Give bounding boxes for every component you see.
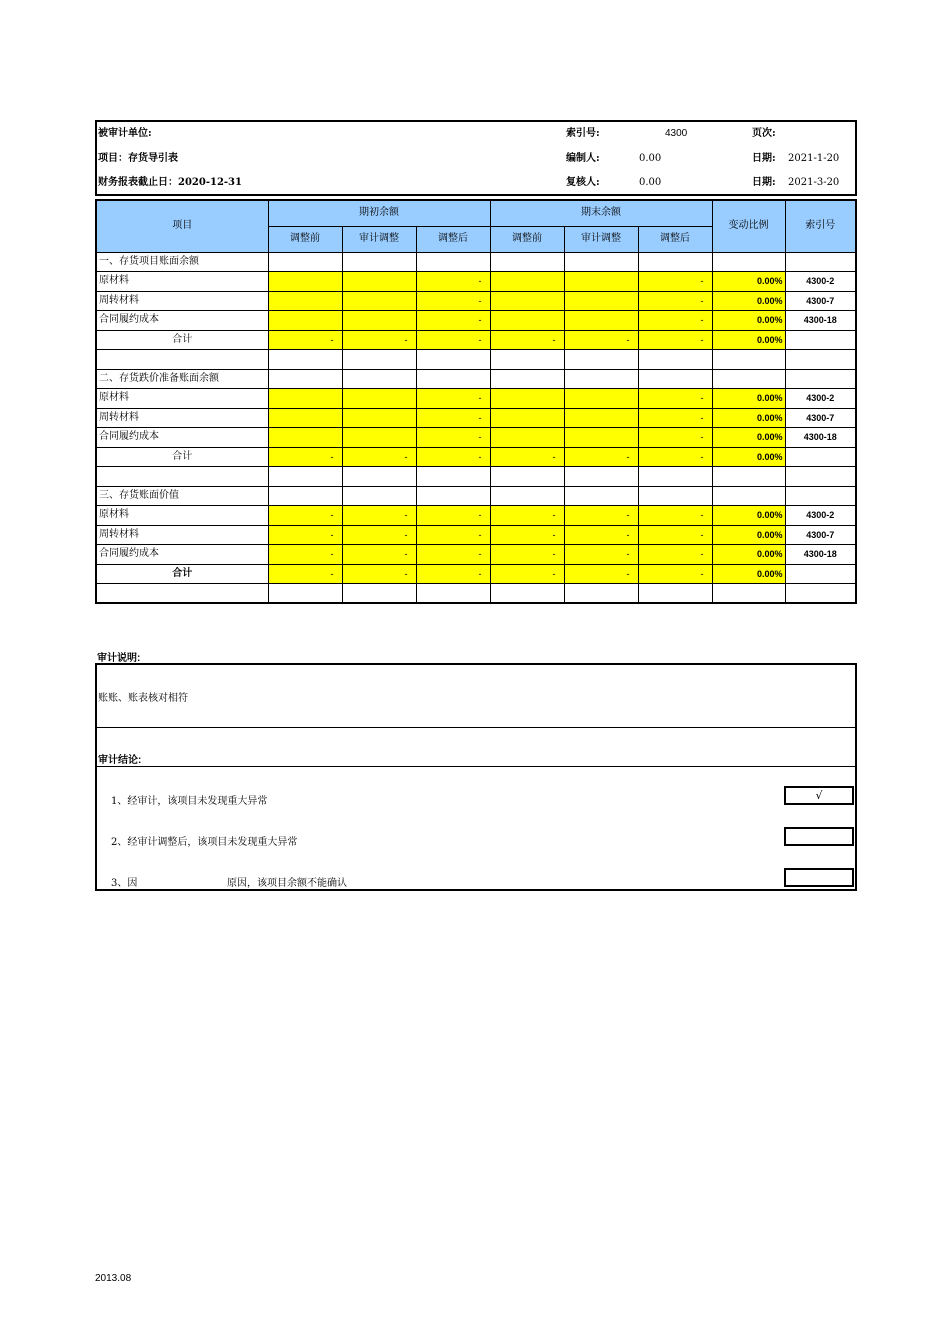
col-header-change-ratio: 变动比例: [712, 200, 785, 252]
total-amount-cell: -: [342, 447, 416, 467]
col-header-item: 项目: [96, 200, 268, 252]
conclusion-option-2: 2、经审计调整后，该项目未发现重大异常: [111, 837, 298, 848]
total-amount-cell: -: [564, 447, 638, 467]
spacer-row: [96, 467, 856, 487]
audit-notes-text: 账账、账表核对相符: [98, 693, 188, 704]
total-row: [96, 564, 856, 584]
empty-cell: [490, 369, 564, 389]
empty-cell: [785, 350, 856, 370]
total-amount-cell: -: [342, 564, 416, 584]
empty-cell: [638, 350, 712, 370]
total-amount-cell: -: [268, 330, 342, 350]
total-change-ratio-cell: 0.00%: [712, 564, 785, 584]
amount-cell[interactable]: -: [564, 545, 638, 565]
audit-conclusion-label: 审计结论:: [98, 755, 142, 766]
table-row: [96, 272, 856, 292]
change-ratio-cell: 0.00%: [712, 272, 785, 292]
amount-cell[interactable]: -: [638, 506, 712, 526]
amount-cell[interactable]: [268, 408, 342, 428]
page-label: 页次:: [752, 128, 776, 139]
amount-cell[interactable]: [564, 311, 638, 331]
empty-cell: [268, 252, 342, 272]
index-ref-cell[interactable]: 4300-7: [785, 525, 856, 545]
amount-cell[interactable]: -: [638, 291, 712, 311]
empty-cell: [96, 467, 268, 487]
empty-cell: [712, 467, 785, 487]
section-title-row: [96, 252, 856, 272]
index-value: 4300: [665, 128, 688, 139]
amount-cell[interactable]: -: [342, 525, 416, 545]
empty-cell: [416, 486, 490, 506]
empty-cell: [490, 584, 564, 604]
section-title: 一、存货项目账面余额: [96, 252, 268, 272]
amount-cell[interactable]: [268, 272, 342, 292]
empty-cell: [342, 369, 416, 389]
amount-cell[interactable]: [342, 408, 416, 428]
index-ref-cell[interactable]: 4300-7: [785, 291, 856, 311]
change-ratio-cell: 0.00%: [712, 545, 785, 565]
empty-cell: [638, 252, 712, 272]
total-label: 合计: [96, 564, 268, 584]
change-ratio-cell: 0.00%: [712, 408, 785, 428]
amount-cell[interactable]: [564, 291, 638, 311]
amount-cell[interactable]: -: [564, 506, 638, 526]
empty-cell: [416, 584, 490, 604]
cutoff-date-label: 财务报表截止日：2020-12-31: [98, 177, 242, 188]
empty-cell: [712, 486, 785, 506]
section-title: 二、存货跌价准备账面余额: [96, 369, 268, 389]
empty-cell: [785, 486, 856, 506]
table-row: [96, 525, 856, 545]
section-title: 三、存货账面价值: [96, 486, 268, 506]
reviewer-value: 0.00: [639, 177, 662, 188]
empty-cell: [785, 447, 856, 467]
table-row: [96, 408, 856, 428]
total-amount-cell: -: [490, 447, 564, 467]
amount-cell[interactable]: [268, 311, 342, 331]
empty-cell: [564, 369, 638, 389]
empty-cell: [490, 486, 564, 506]
amount-cell[interactable]: -: [268, 506, 342, 526]
empty-cell: [416, 369, 490, 389]
empty-cell: [712, 369, 785, 389]
col-header-index: 索引号: [785, 200, 856, 252]
empty-cell: [268, 584, 342, 604]
amount-cell[interactable]: -: [416, 506, 490, 526]
divider: [97, 766, 855, 767]
index-ref-cell[interactable]: 4300-18: [785, 311, 856, 331]
amount-cell[interactable]: -: [490, 525, 564, 545]
total-amount-cell: -: [490, 564, 564, 584]
sub-col-header: 调整后: [638, 226, 712, 252]
amount-cell[interactable]: -: [342, 506, 416, 526]
audited-unit-label: 被审计单位:: [98, 128, 152, 139]
amount-cell[interactable]: -: [638, 545, 712, 565]
sub-col-header: 调整后: [416, 226, 490, 252]
spacer-row: [96, 584, 856, 604]
conclusion-option-3-prefix: 3、因: [111, 878, 138, 889]
change-ratio-cell: 0.00%: [712, 428, 785, 448]
conclusion-option-3-suffix: 原因，该项目余额不能确认: [227, 878, 347, 889]
index-ref-cell[interactable]: 4300-2: [785, 506, 856, 526]
table-row: [96, 506, 856, 526]
sub-col-header: 审计调整: [564, 226, 638, 252]
row-label: 原材料: [96, 272, 268, 292]
empty-cell: [638, 584, 712, 604]
empty-cell: [490, 467, 564, 487]
total-change-ratio-cell: 0.00%: [712, 330, 785, 350]
audit-notes-box: [95, 663, 857, 728]
row-label: 周转材料: [96, 408, 268, 428]
footer-version: 2013.08: [95, 1273, 132, 1284]
empty-cell: [712, 584, 785, 604]
empty-cell: [268, 369, 342, 389]
total-amount-cell: -: [268, 564, 342, 584]
empty-cell: [785, 584, 856, 604]
empty-cell: [712, 350, 785, 370]
empty-cell: [490, 252, 564, 272]
change-ratio-cell: 0.00%: [712, 311, 785, 331]
row-label: 合同履约成本: [96, 545, 268, 565]
amount-cell[interactable]: -: [416, 311, 490, 331]
amount-cell[interactable]: -: [268, 525, 342, 545]
amount-cell[interactable]: -: [638, 272, 712, 292]
total-amount-cell: -: [638, 447, 712, 467]
date2-label: 日期:: [752, 177, 776, 188]
table-row: [96, 428, 856, 448]
change-ratio-cell: 0.00%: [712, 525, 785, 545]
total-amount-cell: -: [342, 330, 416, 350]
total-amount-cell: -: [416, 564, 490, 584]
table-row: [96, 311, 856, 331]
change-ratio-cell: 0.00%: [712, 506, 785, 526]
amount-cell[interactable]: -: [416, 525, 490, 545]
empty-cell: [638, 369, 712, 389]
empty-cell: [416, 467, 490, 487]
spacer-row: [96, 350, 856, 370]
empty-cell: [416, 252, 490, 272]
total-amount-cell: -: [490, 330, 564, 350]
audit-conclusion-box: [95, 726, 857, 891]
amount-cell[interactable]: -: [638, 311, 712, 331]
index-ref-cell[interactable]: 4300-18: [785, 545, 856, 565]
total-label: 合计: [96, 447, 268, 467]
total-amount-cell: -: [416, 447, 490, 467]
amount-cell[interactable]: [342, 428, 416, 448]
audit-notes-label: 审计说明:: [97, 653, 141, 664]
amount-cell[interactable]: [564, 389, 638, 409]
amount-cell[interactable]: -: [416, 389, 490, 409]
row-label: 合同履约成本: [96, 428, 268, 448]
amount-cell[interactable]: -: [416, 291, 490, 311]
sub-col-header: 调整前: [268, 226, 342, 252]
total-amount-cell: -: [268, 447, 342, 467]
amount-cell[interactable]: -: [268, 545, 342, 565]
amount-cell[interactable]: -: [638, 408, 712, 428]
row-label: 原材料: [96, 506, 268, 526]
amount-cell[interactable]: -: [490, 545, 564, 565]
empty-cell: [638, 486, 712, 506]
empty-cell: [268, 467, 342, 487]
total-amount-cell: -: [564, 564, 638, 584]
empty-cell: [96, 350, 268, 370]
amount-cell[interactable]: -: [638, 525, 712, 545]
empty-cell: [268, 350, 342, 370]
amount-cell[interactable]: [490, 408, 564, 428]
amount-cell[interactable]: [268, 389, 342, 409]
total-amount-cell: -: [564, 330, 638, 350]
amount-cell[interactable]: [564, 428, 638, 448]
total-change-ratio-cell: 0.00%: [712, 447, 785, 467]
empty-cell: [785, 252, 856, 272]
total-amount-cell: -: [416, 330, 490, 350]
col-group-ending-balance: 期末余额: [490, 200, 712, 226]
empty-cell: [342, 350, 416, 370]
amount-cell[interactable]: [490, 272, 564, 292]
amount-cell[interactable]: -: [564, 525, 638, 545]
empty-cell: [342, 486, 416, 506]
table-row: [96, 291, 856, 311]
empty-cell: [564, 584, 638, 604]
row-label: 原材料: [96, 389, 268, 409]
table-row: [96, 545, 856, 565]
sub-col-header: 审计调整: [342, 226, 416, 252]
empty-cell: [96, 584, 268, 604]
amount-cell[interactable]: [490, 311, 564, 331]
conclusion-checkbox-1[interactable]: √: [784, 786, 854, 805]
conclusion-checkbox-2[interactable]: [784, 827, 854, 846]
amount-cell[interactable]: [564, 408, 638, 428]
empty-cell: [785, 369, 856, 389]
date1-value: 2021-1-20: [788, 153, 840, 164]
section-title-row: [96, 486, 856, 506]
row-label: 合同履约成本: [96, 311, 268, 331]
amount-cell[interactable]: -: [416, 428, 490, 448]
empty-cell: [638, 467, 712, 487]
empty-cell: [564, 467, 638, 487]
row-label: 周转材料: [96, 525, 268, 545]
amount-cell[interactable]: -: [416, 408, 490, 428]
amount-cell[interactable]: [490, 291, 564, 311]
empty-cell: [564, 350, 638, 370]
empty-cell: [712, 252, 785, 272]
inventory-lead-table: [95, 199, 857, 604]
conclusion-checkbox-3[interactable]: [784, 868, 854, 887]
amount-cell[interactable]: [268, 428, 342, 448]
index-ref-cell[interactable]: 4300-18: [785, 428, 856, 448]
empty-cell: [490, 350, 564, 370]
amount-cell[interactable]: -: [490, 506, 564, 526]
empty-cell: [785, 330, 856, 350]
row-label: 周转材料: [96, 291, 268, 311]
amount-cell[interactable]: -: [416, 272, 490, 292]
index-ref-cell[interactable]: 4300-2: [785, 272, 856, 292]
empty-cell: [342, 467, 416, 487]
empty-cell: [268, 486, 342, 506]
date2-value: 2021-3-20: [788, 177, 840, 188]
empty-cell: [785, 564, 856, 584]
sub-col-header: 调整前: [490, 226, 564, 252]
amount-cell[interactable]: [342, 291, 416, 311]
amount-cell[interactable]: [342, 272, 416, 292]
change-ratio-cell: 0.00%: [712, 291, 785, 311]
amount-cell[interactable]: -: [342, 545, 416, 565]
section-title-row: [96, 369, 856, 389]
project-label: 项目：存货导引表: [98, 153, 178, 164]
change-ratio-cell: 0.00%: [712, 389, 785, 409]
empty-cell: [342, 584, 416, 604]
table-row: [96, 389, 856, 409]
empty-cell: [342, 252, 416, 272]
empty-cell: [785, 467, 856, 487]
empty-cell: [564, 486, 638, 506]
total-label: 合计: [96, 330, 268, 350]
amount-cell[interactable]: [268, 291, 342, 311]
total-amount-cell: -: [638, 564, 712, 584]
empty-cell: [416, 350, 490, 370]
amount-cell[interactable]: [490, 389, 564, 409]
amount-cell[interactable]: [342, 389, 416, 409]
reviewer-label: 复核人:: [566, 177, 600, 188]
conclusion-option-1: 1、经审计，该项目未发现重大异常: [111, 796, 268, 807]
index-ref-cell[interactable]: 4300-7: [785, 408, 856, 428]
amount-cell[interactable]: -: [638, 389, 712, 409]
amount-cell[interactable]: [490, 428, 564, 448]
amount-cell[interactable]: -: [416, 545, 490, 565]
amount-cell[interactable]: [564, 272, 638, 292]
date1-label: 日期:: [752, 153, 776, 164]
index-label: 索引号:: [566, 128, 600, 139]
index-ref-cell[interactable]: 4300-2: [785, 389, 856, 409]
amount-cell[interactable]: [342, 311, 416, 331]
col-group-beginning-balance: 期初余额: [268, 200, 490, 226]
total-row: [96, 330, 856, 350]
header-box: [95, 120, 857, 196]
total-amount-cell: -: [638, 330, 712, 350]
total-row: [96, 447, 856, 467]
preparer-value: 0.00: [639, 153, 662, 164]
empty-cell: [564, 252, 638, 272]
preparer-label: 编制人:: [566, 153, 600, 164]
amount-cell[interactable]: -: [638, 428, 712, 448]
